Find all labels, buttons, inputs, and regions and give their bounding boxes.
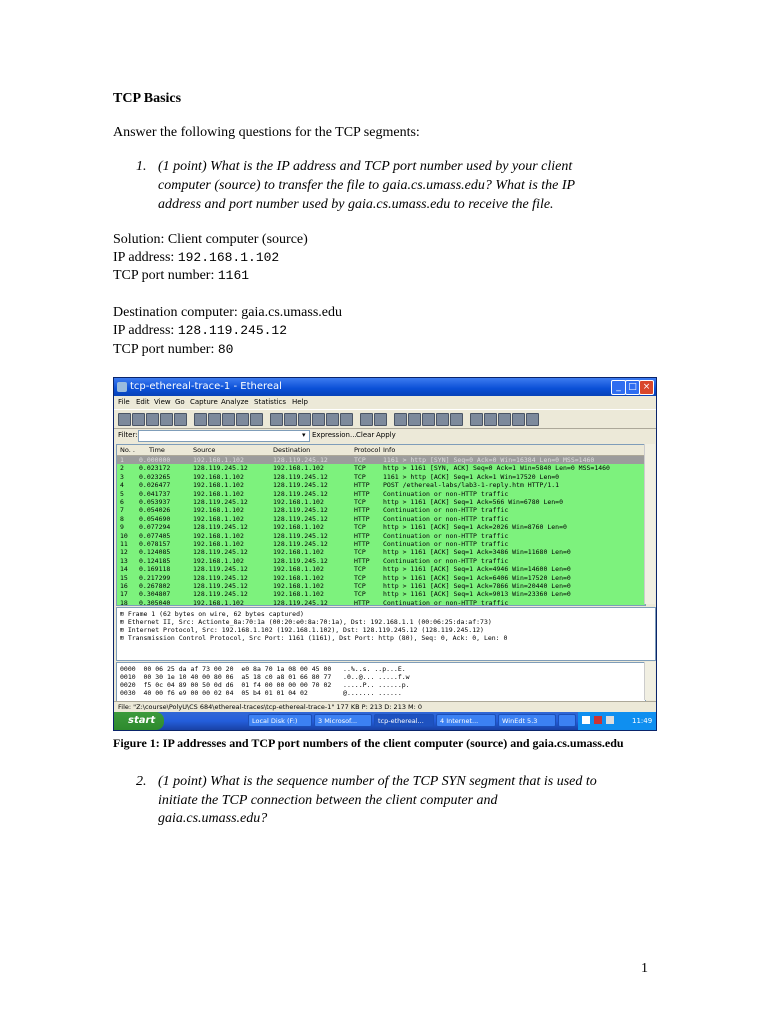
toolbar-icon[interactable] (422, 413, 435, 426)
toolbar-icon[interactable] (312, 413, 325, 426)
window-titlebar (114, 378, 656, 396)
figure-caption: Figure 1: IP addresses and TCP port numbers of the client computer (source) and gaia.cs.umass.edu (113, 736, 624, 750)
table-cell: 15 (120, 573, 128, 582)
table-cell: 192.168.1.102 (273, 590, 324, 599)
table-cell: HTTP (354, 540, 370, 548)
column-header[interactable]: Info (383, 446, 396, 454)
question-1-line: address and port number used by gaia.cs.umass.edu to receive the file. (158, 197, 554, 212)
table-cell: http > 1161 [SYN, ACK] Seq=0 Ack=1 Win=5840 Len=0 MSS=1460 (383, 464, 610, 473)
table-cell: 192.168.1.102 (193, 481, 244, 490)
table-row[interactable] (117, 506, 645, 514)
table-cell: 128.119.245.12 (193, 590, 248, 599)
table-cell: 192.168.1.102 (193, 556, 244, 565)
table-cell: 0.124185 (139, 556, 171, 565)
filter-label: Filter: (118, 431, 138, 439)
table-cell: TCP (354, 565, 366, 574)
menubar (114, 396, 656, 409)
windows-taskbar (114, 712, 656, 730)
table-row[interactable] (117, 532, 645, 540)
table-cell: 128.119.245.12 (273, 598, 328, 606)
table-cell: 192.168.1.102 (193, 598, 244, 606)
menu-edit[interactable]: Edit (136, 398, 150, 406)
source-port-line (113, 267, 249, 285)
column-header[interactable]: Source (193, 446, 216, 454)
table-cell: TCP (354, 472, 366, 481)
toolbar-icon[interactable] (118, 413, 131, 426)
toolbar-icon[interactable] (484, 413, 497, 426)
menu-statistics[interactable]: Statistics (254, 398, 286, 406)
table-cell: 192.168.1.102 (273, 548, 324, 557)
question-1-line: (1 point) What is the IP address and TCP port number used by your client (158, 159, 573, 174)
table-cell: 128.119.245.12 (273, 531, 328, 540)
clock: 11:49 (632, 717, 653, 725)
table-cell: 128.119.245.12 (273, 514, 328, 523)
menu-view[interactable]: View (154, 398, 171, 406)
table-cell: TCP (354, 573, 366, 582)
table-cell: http > 1161 [ACK] Seq=1 Ack=7866 Win=20440 Len=0 (383, 582, 571, 590)
toolbar-icon[interactable] (146, 413, 159, 426)
table-cell: HTTP (354, 556, 370, 565)
table-cell: 128.119.245.12 (193, 573, 248, 582)
table-cell: 2 (120, 464, 124, 473)
table-cell: 12 (120, 548, 128, 557)
table-cell: 128.119.245.12 (273, 556, 328, 565)
table-cell: HTTP (354, 481, 370, 490)
destination-port-label: TCP port number: (113, 342, 218, 357)
table-cell: 128.119.245.12 (273, 481, 328, 490)
table-cell: 17 (120, 590, 128, 599)
toolbar-icon[interactable] (132, 413, 145, 426)
toolbar (114, 409, 656, 429)
destination-port-line (113, 341, 233, 359)
table-cell: 1161 > http [SYN] Seq=0 Ack=0 Win=16384 Len=0 MSS=1460 (383, 456, 595, 464)
section-heading: TCP Basics (113, 91, 182, 106)
table-cell: 0.305040 (139, 598, 171, 606)
destination-ip-line (113, 322, 287, 340)
hex-line: 0020 f5 0c 04 89 00 50 0d d6 01 f4 00 00 00 00 70 02 .....P.. ......p. (120, 681, 410, 689)
table-cell: 192.168.1.102 (193, 514, 244, 523)
table-cell: 3 (120, 472, 124, 481)
table-cell: 0.304807 (139, 590, 171, 599)
table-cell: http > 1161 [ACK] Seq=1 Ack=566 Win=6780 Len=0 (383, 498, 564, 506)
table-cell: TCP (354, 582, 366, 590)
table-cell: HTTP (354, 531, 370, 540)
menu-analyze[interactable]: Analyze (221, 398, 249, 406)
destination-port-value: 80 (217, 342, 234, 357)
table-row[interactable] (117, 473, 645, 481)
window-title: tcp-ethereal-trace-1 - Ethereal (130, 381, 282, 392)
system-tray (578, 712, 656, 730)
packet-list-scrollbar[interactable] (644, 444, 655, 604)
filter-input[interactable] (138, 430, 310, 442)
filter-clear-link[interactable]: Clear (356, 431, 375, 439)
table-row[interactable] (117, 481, 645, 489)
table-row[interactable] (117, 498, 645, 506)
source-port-value: 1161 (217, 268, 250, 283)
table-cell: TCP (354, 498, 366, 506)
start-label: start (128, 715, 156, 726)
tray-icon[interactable] (582, 716, 590, 724)
source-port-label: TCP port number: (113, 268, 218, 283)
table-cell: 0.169118 (139, 565, 171, 574)
question-2-number: 2. (136, 774, 147, 789)
filter-dropdown-icon[interactable]: ▾ (302, 431, 306, 439)
intro-text: Answer the following questions for the TCP segments: (113, 125, 420, 140)
table-cell: TCP (354, 548, 366, 557)
table-cell: Continuation or non-HTTP traffic (383, 556, 509, 565)
table-cell: 4 (120, 481, 124, 490)
question-2-line: (1 point) What is the sequence number of the TCP SYN segment that is used to (158, 774, 597, 789)
table-cell: http > 1161 [ACK] Seq=1 Ack=6406 Win=17520 Len=0 (383, 573, 571, 582)
maximize-icon[interactable]: □ (625, 380, 640, 395)
solution-title: Solution: Client computer (source) (113, 232, 308, 247)
table-cell: 6 (120, 498, 124, 506)
table-cell: 192.168.1.102 (273, 565, 324, 574)
taskbar-item[interactable]: WinEdt 5.3 (498, 714, 556, 727)
table-cell: 0.077405 (139, 531, 171, 540)
toolbar-icon[interactable] (160, 413, 173, 426)
table-cell: 10 (120, 531, 128, 540)
menu-go[interactable]: Go (175, 398, 185, 406)
table-cell: 1 (120, 456, 124, 464)
toolbar-icon[interactable] (222, 413, 235, 426)
table-cell: 192.168.1.102 (273, 523, 324, 532)
packet-bytes-pane[interactable] (116, 662, 646, 702)
table-row[interactable] (117, 599, 645, 606)
packet-list-header (117, 445, 645, 456)
bytes-pane-scrollbar[interactable] (644, 662, 655, 700)
column-header[interactable]: Destination (273, 446, 311, 454)
toolbar-icon[interactable] (250, 413, 263, 426)
table-cell: 0.026477 (139, 481, 171, 490)
table-cell: 192.168.1.102 (193, 472, 244, 481)
table-cell: 0.217299 (139, 573, 171, 582)
menu-file[interactable]: File (118, 398, 130, 406)
table-cell: TCP (354, 456, 366, 464)
table-cell: 128.119.245.12 (273, 540, 328, 548)
table-cell: 128.119.245.12 (193, 582, 248, 590)
ethereal-screenshot (113, 377, 657, 731)
table-row[interactable] (117, 456, 645, 464)
toolbar-icon[interactable] (194, 413, 207, 426)
table-cell: 128.119.245.12 (273, 506, 328, 515)
table-row[interactable] (117, 464, 645, 472)
table-cell: Continuation or non-HTTP traffic (383, 506, 509, 515)
table-cell: 0.077294 (139, 523, 171, 532)
table-cell: 5 (120, 489, 124, 498)
toolbar-icon[interactable] (298, 413, 311, 426)
toolbar-icon[interactable] (394, 413, 407, 426)
table-cell: 0.053937 (139, 498, 171, 506)
detail-line[interactable]: ⊞ Ethernet II, Src: Actionte_8a:70:1a (00:20:e0:8a:70:1a), Dst: 192.168.1.1 (00:06:25:da:af:73) (120, 618, 492, 626)
table-cell: http > 1161 [ACK] Seq=1 Ack=4946 Win=14600 Len=0 (383, 565, 571, 574)
table-cell: 192.168.1.102 (193, 489, 244, 498)
column-header[interactable]: Time (149, 446, 165, 454)
source-ip-label: IP address: (113, 250, 178, 265)
destination-ip-value: 128.119.245.12 (177, 323, 288, 338)
toolbar-icon[interactable] (174, 413, 187, 426)
table-cell: 7 (120, 506, 124, 515)
filter-expression-link[interactable]: Expression... (312, 431, 357, 439)
taskbar-item[interactable]: Local Disk (F:) (248, 714, 312, 727)
ethereal-app-icon (117, 382, 127, 392)
table-cell: TCP (354, 590, 366, 599)
table-row[interactable] (117, 540, 645, 548)
table-cell: 0.023172 (139, 464, 171, 473)
toolbar-icon[interactable] (374, 413, 387, 426)
table-row[interactable] (117, 515, 645, 523)
toolbar-icon[interactable] (208, 413, 221, 426)
tray-icon[interactable] (606, 716, 614, 724)
table-cell: 14 (120, 565, 128, 574)
table-cell: 128.119.245.12 (273, 472, 328, 481)
table-cell: 192.168.1.102 (193, 540, 244, 548)
toolbar-icon[interactable] (360, 413, 373, 426)
table-cell: 16 (120, 582, 128, 590)
table-cell: 128.119.245.12 (193, 498, 248, 506)
table-row[interactable] (117, 590, 645, 598)
packet-list[interactable] (116, 444, 646, 606)
toolbar-icon[interactable] (270, 413, 283, 426)
packet-details-pane[interactable] (116, 607, 656, 661)
table-cell: 192.168.1.102 (273, 582, 324, 590)
table-cell: Continuation or non-HTTP traffic (383, 514, 509, 523)
toolbar-icon[interactable] (284, 413, 297, 426)
table-cell: 192.168.1.102 (193, 456, 244, 464)
table-cell: 192.168.1.102 (273, 498, 324, 506)
table-cell: 128.119.245.12 (273, 489, 328, 498)
question-1-line: computer (source) to transfer the file to gaia.cs.umass.edu? What is the IP (158, 178, 576, 193)
table-cell: 9 (120, 523, 124, 532)
table-cell: http > 1161 [ACK] Seq=1 Ack=3486 Win=11680 Len=0 (383, 548, 571, 557)
table-cell: HTTP (354, 514, 370, 523)
table-cell: HTTP (354, 598, 370, 606)
table-cell: POST /ethereal-labs/lab3-1-reply.htm HTTP/1.1 (383, 481, 560, 490)
destination-title: Destination computer: gaia.cs.umass.edu (113, 305, 342, 320)
table-cell: 0.124085 (139, 548, 171, 557)
page-number: 1 (641, 961, 648, 976)
table-cell: 128.119.245.12 (193, 464, 248, 473)
table-cell: HTTP (354, 489, 370, 498)
table-cell: Continuation or non-HTTP traffic (383, 540, 509, 548)
table-row[interactable] (117, 565, 645, 573)
table-cell: 128.119.245.12 (193, 565, 248, 574)
taskbar-item[interactable]: 4 Internet... (436, 714, 496, 727)
column-header[interactable]: No. . (120, 446, 135, 454)
detail-line[interactable]: ⊞ Internet Protocol, Src: 192.168.1.102 (192.168.1.102), Dst: 128.119.245.12 (128.119.245.12) (120, 626, 484, 634)
toolbar-icon[interactable] (436, 413, 449, 426)
table-cell: 0.078157 (139, 540, 171, 548)
table-cell: 0.054690 (139, 514, 171, 523)
table-cell: http > 1161 [ACK] Seq=1 Ack=9013 Win=23360 Len=0 (383, 590, 571, 599)
question-2-line: gaia.cs.umass.edu? (158, 811, 268, 826)
toolbar-icon[interactable] (498, 413, 511, 426)
menu-help[interactable]: Help (292, 398, 308, 406)
toolbar-icon[interactable] (526, 413, 539, 426)
table-row[interactable] (117, 548, 645, 556)
table-row[interactable] (117, 557, 645, 565)
table-row[interactable] (117, 490, 645, 498)
table-cell: 1161 > http [ACK] Seq=1 Ack=1 Win=17520 Len=0 (383, 472, 560, 481)
toolbar-icon[interactable] (470, 413, 483, 426)
table-cell: 8 (120, 514, 124, 523)
source-ip-value: 192.168.1.102 (177, 250, 280, 265)
toolbar-icon[interactable] (340, 413, 353, 426)
toolbar-icon[interactable] (450, 413, 463, 426)
table-cell: TCP (354, 523, 366, 532)
column-header[interactable]: Protocol (354, 446, 381, 454)
table-row[interactable] (117, 574, 645, 582)
toolbar-icon[interactable] (512, 413, 525, 426)
table-row[interactable] (117, 582, 645, 590)
filter-apply-link[interactable]: Apply (376, 431, 396, 439)
table-cell: 192.168.1.102 (273, 464, 324, 473)
table-cell: Continuation or non-HTTP traffic (383, 531, 509, 540)
table-cell: 0.000000 (139, 456, 171, 464)
menu-capture[interactable]: Capture (190, 398, 218, 406)
table-cell: Continuation or non-HTTP traffic (383, 489, 509, 498)
question-2-line: initiate the TCP connection between the client computer and (158, 793, 498, 808)
hex-line: 0010 00 30 1e 10 40 00 80 06 a5 18 c0 a8 01 66 80 77 .0..@... .....f.w (120, 673, 410, 681)
table-cell: 11 (120, 540, 128, 548)
table-cell: 128.119.245.12 (193, 523, 248, 532)
toolbar-icon[interactable] (408, 413, 421, 426)
source-ip-line (113, 249, 279, 267)
table-cell: Continuation or non-HTTP traffic (383, 598, 509, 606)
table-cell: 0.041737 (139, 489, 171, 498)
table-cell: http > 1161 [ACK] Seq=1 Ack=2026 Win=8760 Len=0 (383, 523, 567, 532)
toolbar-icon[interactable] (326, 413, 339, 426)
tray-icon[interactable] (594, 716, 602, 724)
table-cell: 13 (120, 556, 128, 565)
hex-line: 0000 00 06 25 da af 73 00 20 e0 8a 70 1a 08 00 45 00 ..%..s. ..p...E. (120, 665, 406, 673)
table-cell: HTTP (354, 506, 370, 515)
table-cell: 192.168.1.102 (193, 506, 244, 515)
start-button[interactable] (114, 712, 164, 730)
toolbar-icon[interactable] (236, 413, 249, 426)
status-text: File: "Z:\course\PolyU\CS 684\ethereal-traces\tcp-ethereal-trace-1" 177 KB P: 213 D: 213 M: 0 (118, 703, 423, 711)
table-cell: 0.023265 (139, 472, 171, 481)
close-icon[interactable]: × (639, 380, 654, 395)
table-cell: 192.168.1.102 (193, 531, 244, 540)
table-cell: 0.054026 (139, 506, 171, 515)
filter-bar (114, 428, 656, 443)
detail-line[interactable]: ⊞ Transmission Control Protocol, Src Port: 1161 (1161), Dst Port: http (80), Seq: 0, Ack: 0, Len: 0 (120, 634, 508, 642)
taskbar-item[interactable]: tcp-ethereal... (374, 714, 434, 727)
table-cell: 128.119.245.12 (193, 548, 248, 557)
table-cell: 192.168.1.102 (273, 573, 324, 582)
minimize-icon[interactable]: _ (611, 380, 626, 395)
table-row[interactable] (117, 523, 645, 531)
destination-ip-label: IP address: (113, 323, 178, 338)
question-1-number: 1. (136, 159, 147, 174)
detail-line[interactable]: ⊞ Frame 1 (62 bytes on wire, 62 bytes captured) (120, 610, 304, 618)
hex-line: 0030 40 00 f6 e9 00 00 02 04 05 b4 01 01 04 02 @....... ...... (120, 689, 402, 697)
taskbar-item[interactable] (558, 714, 576, 727)
table-cell: 128.119.245.12 (273, 456, 328, 464)
table-cell: 18 (120, 598, 128, 606)
taskbar-item[interactable]: 3 Microsof... (314, 714, 372, 727)
table-cell: TCP (354, 464, 366, 473)
table-cell: 0.267802 (139, 582, 171, 590)
